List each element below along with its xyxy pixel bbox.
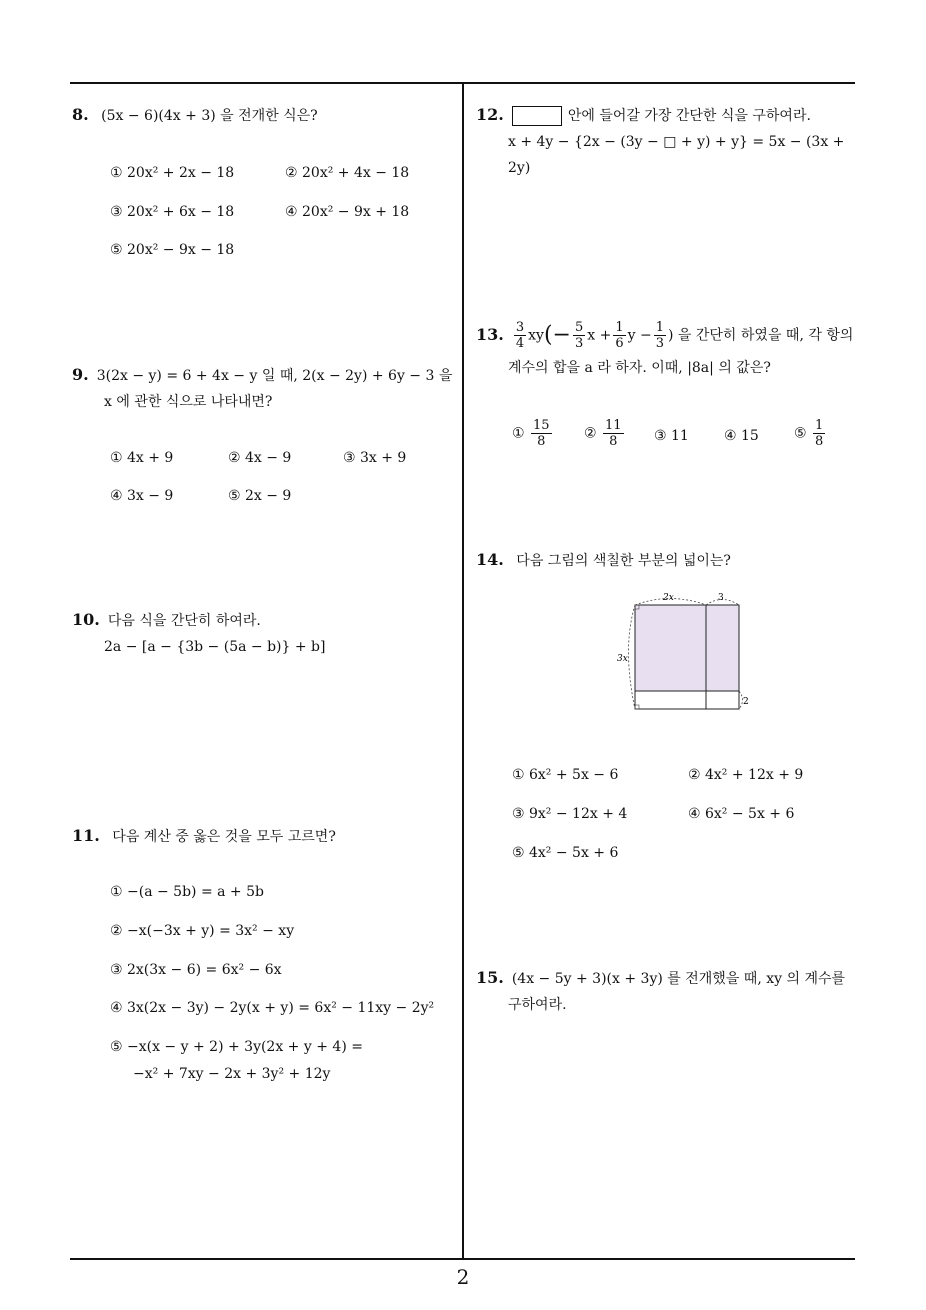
choice-5[interactable]: ⑤ 2x − 9 [228, 488, 292, 504]
numerator: 1 [815, 418, 824, 433]
fraction [813, 418, 825, 449]
numerator: 1 [655, 320, 664, 335]
choice-4[interactable]: ④ 20x² − 9x + 18 [285, 204, 410, 220]
label-left: 3x [617, 654, 628, 664]
shaded-region [635, 605, 739, 691]
question-15 [476, 965, 861, 1018]
choice-3[interactable]: ③ 20x² + 6x − 18 [110, 204, 235, 220]
question-14 [476, 547, 731, 574]
question-text: 3(2x − y) = 6 + 4x − y 일 때, 2(x − 2y) + 6y − 3 을 [96, 368, 453, 384]
answer-blank-box [512, 106, 562, 126]
choice-5[interactable]: ⑤ 4x² − 5x + 6 [512, 845, 619, 861]
choice-mark: ③ [654, 428, 667, 444]
numerator: 5 [574, 320, 584, 335]
denominator: 8 [537, 434, 546, 449]
question-number: 13. [476, 324, 504, 344]
question-number: 8. [72, 105, 89, 124]
choice-5[interactable] [794, 418, 827, 449]
question-number: 15. [476, 968, 504, 987]
choice-2[interactable]: ② 4x² + 12x + 9 [688, 767, 804, 783]
fraction [603, 418, 624, 449]
fraction [613, 320, 625, 351]
question-number: 9. [72, 365, 89, 384]
denominator: 8 [609, 434, 618, 449]
choice-1[interactable]: ① 4x + 9 [110, 450, 174, 466]
label-right-bottom: 2 [743, 697, 749, 707]
choice-5-continued: −x² + 7xy − 2x + 3y² + 12y [133, 1066, 331, 1082]
choice-1[interactable] [512, 418, 554, 449]
fraction [654, 320, 666, 351]
question-10 [72, 607, 325, 660]
numerator: 11 [605, 418, 622, 433]
choice-mark: ④ [724, 428, 737, 444]
numerator: 1 [615, 320, 624, 335]
question-text: (5x − 6)(4x + 3) 을 전개한 식은? [101, 108, 318, 124]
label-top-left: 2x [663, 593, 674, 603]
denominator: 6 [615, 336, 624, 351]
choice-3[interactable]: ③ 2x(3x − 6) = 6x² − 6x [110, 962, 282, 978]
fraction [514, 320, 526, 351]
question-number: 12. [476, 105, 504, 124]
choice-4[interactable] [724, 428, 759, 444]
term: y − [627, 327, 652, 344]
dimension-arc-right [739, 691, 743, 709]
question-number: 14. [476, 550, 504, 569]
numerator: 15 [533, 418, 550, 433]
question-text: (4x − 5y + 3)(x + 3y) 를 전개했을 때, xy 의 계수를 [511, 971, 846, 987]
question-text-2: 구하여라. [508, 997, 567, 1013]
choice-2[interactable]: ② 4x − 9 [228, 450, 292, 466]
choice-5[interactable]: ⑤ −x(x − y + 2) + 3y(2x + y + 4) = [110, 1039, 363, 1055]
fraction [573, 320, 585, 351]
choice-2[interactable]: ② −x(−3x + y) = 3x² − xy [110, 923, 295, 939]
question-11 [72, 823, 336, 850]
question-13 [476, 320, 861, 381]
question-number: 11. [72, 826, 100, 845]
corner-mark [635, 705, 639, 709]
choice-mark: ① [512, 425, 525, 442]
question-text: 다음 계산 중 옳은 것을 모두 고르면? [112, 829, 336, 845]
choice-value: 15 [741, 428, 759, 444]
expression: 2a − [a − {3b − (5a − b)} + b] [104, 639, 326, 655]
numerator: 3 [515, 320, 525, 335]
choice-1[interactable]: ① −(a − 5b) = a + 5b [110, 884, 264, 900]
choice-mark: ② [584, 425, 597, 442]
choice-value: 11 [671, 428, 689, 444]
question-text-2: x 에 관한 식으로 나타내면? [104, 394, 273, 410]
paren-open: (− [543, 322, 571, 348]
question-number: 10. [72, 610, 100, 629]
question-12 [476, 102, 856, 181]
choice-4[interactable]: ④ 6x² − 5x + 6 [688, 806, 795, 822]
denominator: 4 [515, 336, 525, 351]
denominator: 3 [574, 336, 584, 351]
column-divider [462, 83, 464, 1258]
area-figure [612, 588, 757, 716]
choice-3[interactable]: ③ 3x + 9 [343, 450, 407, 466]
denominator: 3 [655, 336, 664, 351]
question-text: 다음 식을 간단히 하여라. [107, 613, 261, 629]
bottom-rule [70, 1258, 855, 1260]
choice-4[interactable]: ④ 3x(2x − 3y) − 2y(x + y) = 6x² − 11xy − 2y² [110, 1000, 435, 1016]
choice-1[interactable]: ① 20x² + 2x − 18 [110, 165, 235, 181]
choice-5[interactable]: ⑤ 20x² − 9x − 18 [110, 242, 235, 258]
question-9 [72, 362, 462, 415]
equation: x + 4y − {2x − (3y − □ + y) + y} = 5x − (3x + 2y) [508, 134, 845, 176]
term: xy [528, 327, 544, 344]
question-text: ) 을 간단히 하였을 때, 각 항의 [667, 327, 854, 344]
question-8 [72, 102, 318, 129]
choice-3[interactable] [654, 428, 689, 444]
choice-3[interactable]: ③ 9x² − 12x + 4 [512, 806, 628, 822]
choice-2[interactable]: ② 20x² + 4x − 18 [285, 165, 410, 181]
fraction [531, 418, 552, 449]
page-number: 2 [456, 1265, 470, 1289]
choice-2[interactable] [584, 418, 626, 449]
term: x + [587, 327, 612, 344]
denominator: 8 [815, 434, 824, 449]
question-text: 다음 그림의 색칠한 부분의 넓이는? [516, 553, 731, 569]
choice-4[interactable]: ④ 3x − 9 [110, 488, 174, 504]
dimension-arc-left [629, 605, 636, 709]
question-text: 안에 들어갈 가장 간단한 식을 구하여라. [567, 108, 811, 124]
question-text-2: 계수의 합을 a 라 하자. 이때, |8a| 의 값은? [508, 360, 771, 376]
choice-mark: ⑤ [794, 425, 807, 442]
label-top-right: 3 [718, 593, 724, 603]
choice-1[interactable]: ① 6x² + 5x − 6 [512, 767, 619, 783]
